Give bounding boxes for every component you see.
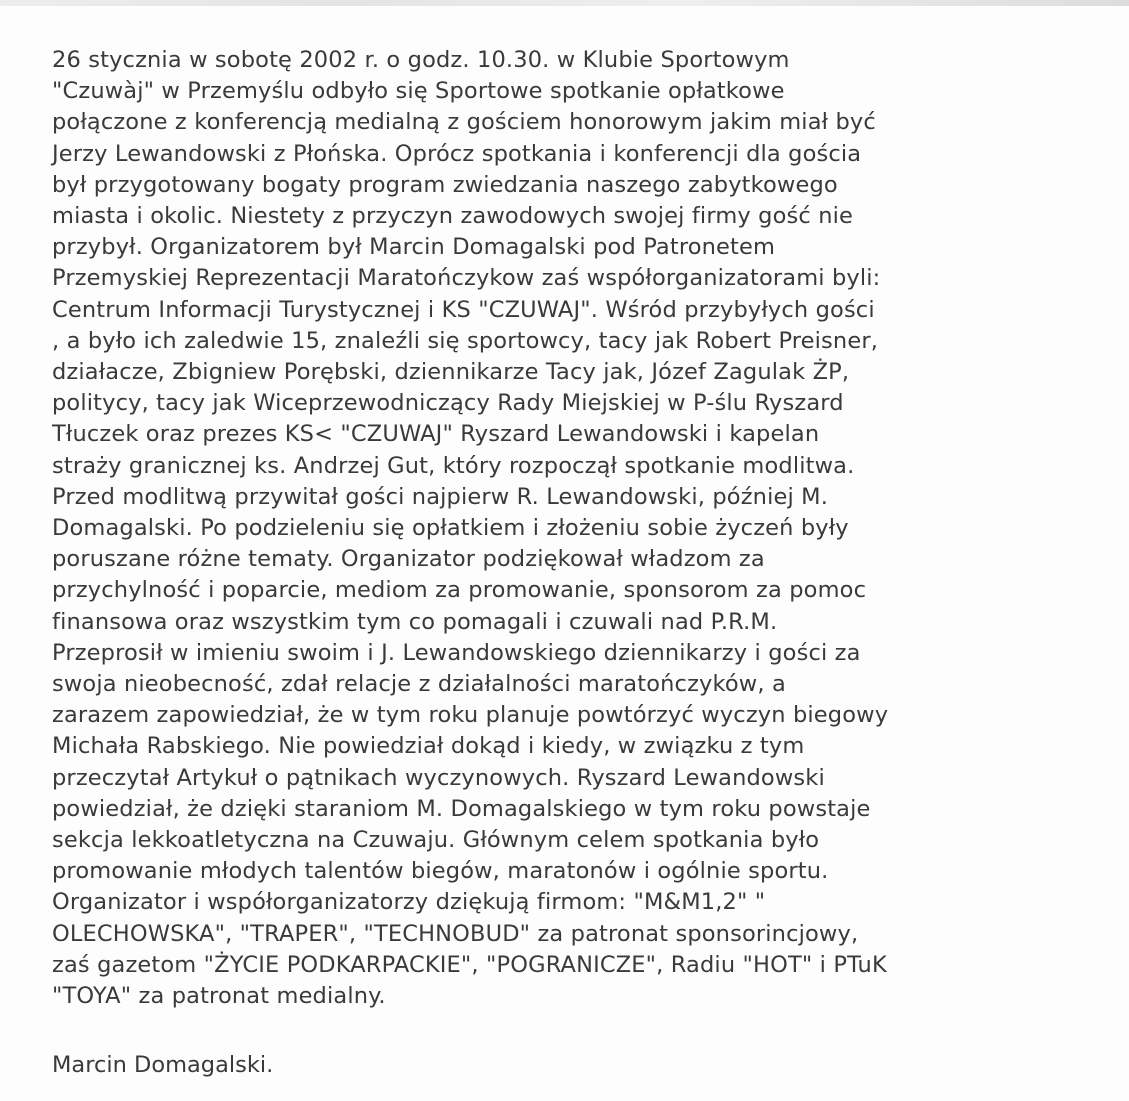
text-line: był przygotowany bogaty program zwiedzania naszego zabytkowego <box>52 171 838 198</box>
text-line: Jerzy Lewandowski z Płońska. Oprócz spotkania i konferencji dla gościa <box>52 140 862 167</box>
text-line: Organizator i współorganizatorzy dziękują firmom: "M&M1,2" " <box>52 889 766 916</box>
text-line: finansowa oraz wszystkim tym co pomagali i czuwali nad P.R.M. <box>52 608 778 635</box>
text-line: Domagalski. Po podzieleniu się opłatkiem i złożeniu sobie życzeń były <box>52 515 849 542</box>
text-line: przybył. Organizatorem był Marcin Domagalski pod Patronetem <box>52 234 776 261</box>
text-line: straży granicznej ks. Andrzej Gut, który rozpoczął spotkanie modlitwa. <box>52 452 855 479</box>
text-line: swoja nieobecność, zdał relacje z działalności maratończyków, a <box>52 671 786 698</box>
text-line: sekcja lekkoatletyczna na Czuwaju. Głównym celem spotkania było <box>52 827 820 854</box>
text-line: "TOYA" za patronat medialny. <box>52 983 386 1010</box>
text-line: Przeprosił w imieniu swoim i J. Lewandowskiego dziennikarzy i gości za <box>52 639 861 666</box>
text-line: , a było ich zaledwie 15, znaleźli się sportowcy, tacy jak Robert Preisner, <box>52 327 879 354</box>
text-line: Centrum Informacji Turystycznej i KS "CZUWAJ". Wśród przybyłych gości <box>52 296 875 323</box>
text-line: Tłuczek oraz prezes KS< "CZUWAJ" Ryszard Lewandowski i kapelan <box>52 421 820 448</box>
article-body <box>52 45 1112 1012</box>
signature: Marcin Domagalski. <box>52 1052 274 1078</box>
text-line: zarazem zapowiedział, że w tym roku planuje powtórzyć wyczyn biegowy <box>52 702 889 729</box>
text-line: politycy, tacy jak Wiceprzewodniczący Rady Miejskiej w P-ślu Ryszard <box>52 390 844 417</box>
text-line: powiedział, że dzięki staraniom M. Domagalskiego w tym roku powstaje <box>52 795 871 822</box>
text-line: "Czuwàj" w Przemyślu odbyło się Sportowe spotkanie opłatkowe <box>52 78 785 105</box>
scan-top-edge <box>0 0 1129 6</box>
text-line: OLECHOWSKA", "TRAPER", "TECHNOBUD" za patronat sponsorincjowy, <box>52 920 859 947</box>
text-line: Przemyskiej Reprezentacji Maratończykow zaś współorganizatorami byli: <box>52 265 881 292</box>
text-line: zaś gazetom "ŻYCIE PODKARPACKIE", "POGRANICZE", Radiu "HOT" i PTuK <box>52 951 887 978</box>
text-line: przeczytał Artykuł o pątnikach wyczynowych. Ryszard Lewandowski <box>52 764 825 791</box>
text-line: Przed modlitwą przywitał gości najpierw R. Lewandowski, później M. <box>52 483 829 510</box>
text-line: połączone z konferencją medialną z gościem honorowym jakim miał być <box>52 109 876 136</box>
text-line: 26 stycznia w sobotę 2002 r. o godz. 10.30. w Klubie Sportowym <box>52 47 790 73</box>
text-line: poruszane różne tematy. Organizator podziękował władzom za <box>52 546 765 573</box>
text-line: miasta i okolic. Niestety z przyczyn zawodowych swojej firmy gość nie <box>52 203 854 230</box>
text-line: promowanie młodych talentów biegów, maratonów i ogólnie sportu. <box>52 858 829 885</box>
text-line: przychylność i poparcie, mediom za promowanie, sponsorom za pomoc <box>52 577 867 604</box>
text-line: Michała Rabskiego. Nie powiedział dokąd i kiedy, w związku z tym <box>52 733 805 760</box>
text-line: działacze, Zbigniew Porębski, dziennikarze Tacy jak, Józef Zagulak ŻP, <box>52 359 850 386</box>
